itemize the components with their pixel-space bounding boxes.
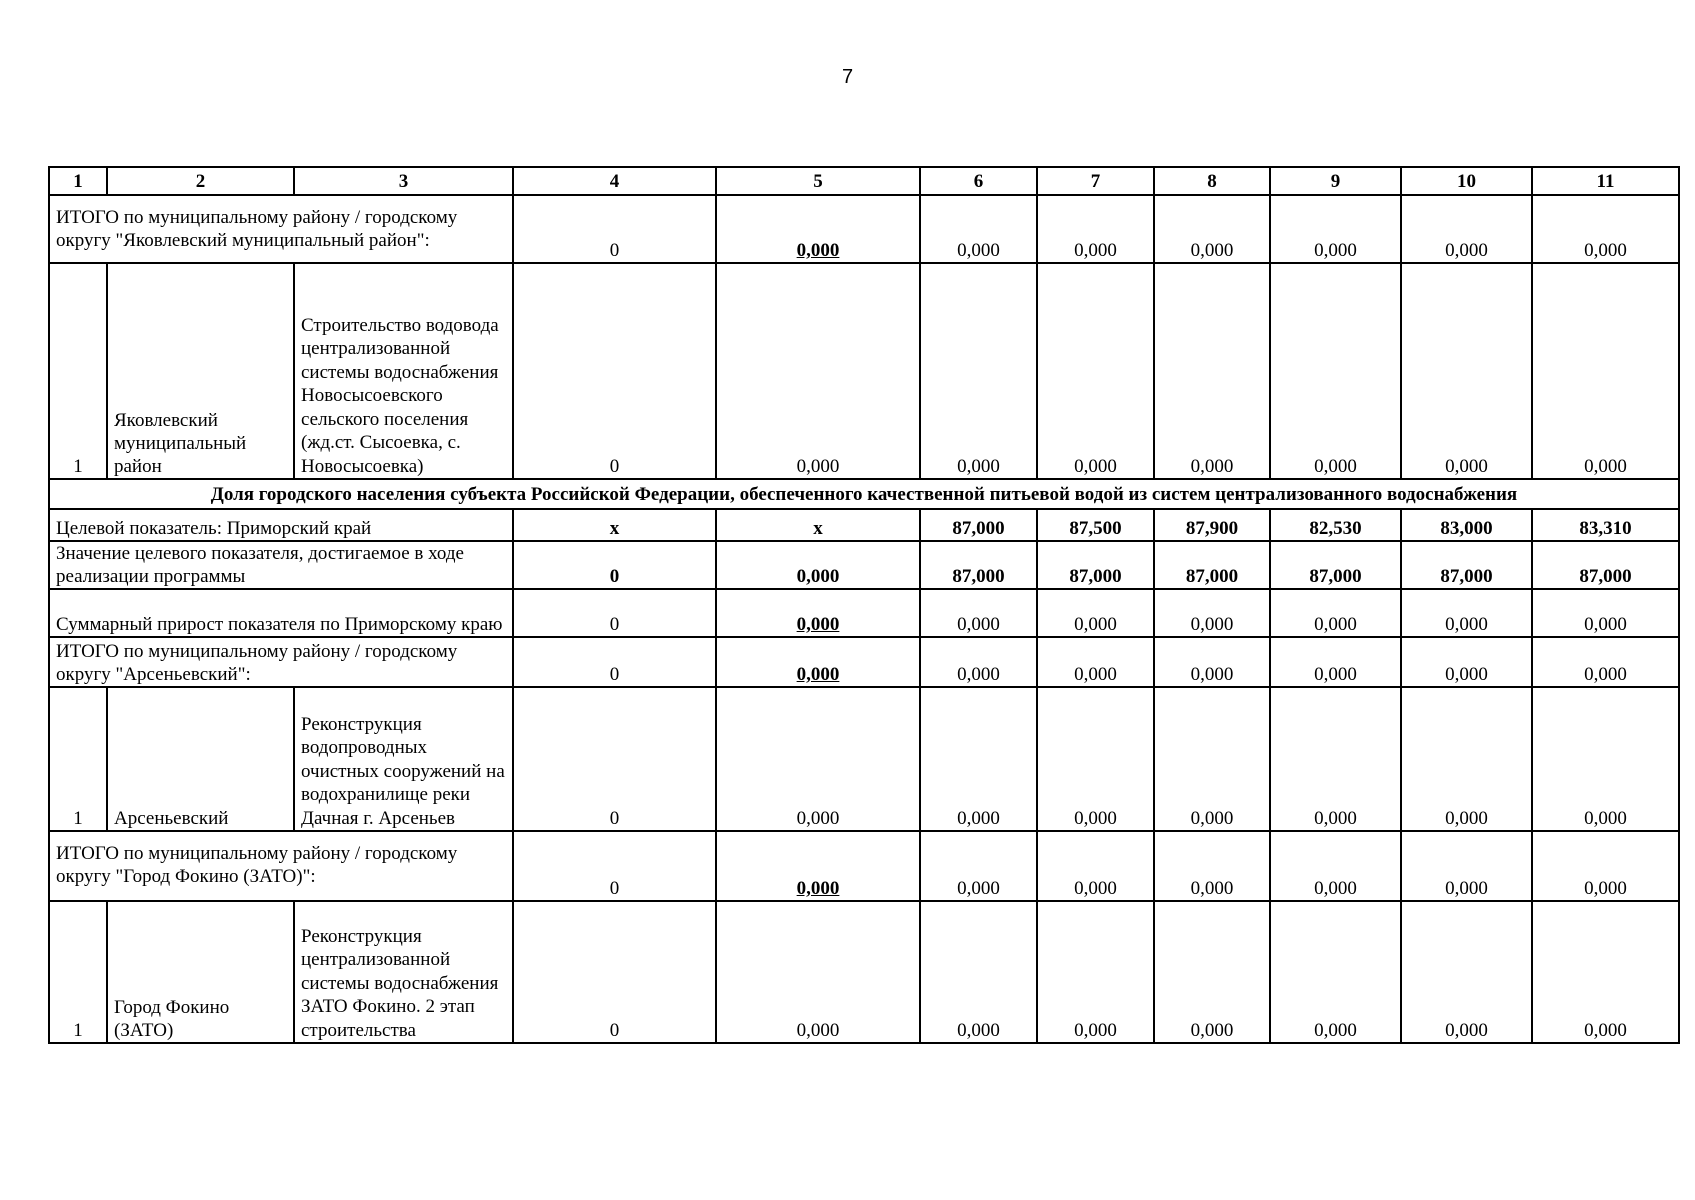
district-total-row — [49, 637, 1679, 687]
value-cell: 0,000 — [1154, 831, 1270, 901]
row-index: 1 — [49, 901, 107, 1043]
value-cell: 0,000 — [1270, 831, 1401, 901]
value-cell: 0,000 — [716, 831, 920, 901]
value-cell: 0 — [513, 687, 716, 831]
value-cell: 0,000 — [1401, 637, 1532, 687]
value-cell: 0,000 — [920, 637, 1037, 687]
value-cell: 0,000 — [1037, 263, 1154, 479]
value-cell: 0,000 — [1270, 263, 1401, 479]
value-cell: 0,000 — [1532, 263, 1679, 479]
value-cell: 0,000 — [1154, 901, 1270, 1043]
row-label: ИТОГО по муниципальному району / городскому округу "Арсеньевский": — [49, 637, 513, 687]
page-number: 7 — [841, 66, 854, 88]
value-cell: 0 — [513, 637, 716, 687]
value-cell: 87,000 — [1401, 541, 1532, 589]
value-cell: 0,000 — [716, 687, 920, 831]
value-cell: 82,530 — [1270, 509, 1401, 541]
value-cell: 87,900 — [1154, 509, 1270, 541]
target-indicator-row — [49, 509, 1679, 541]
column-header: 11 — [1532, 167, 1679, 195]
value-cell: 0,000 — [1532, 831, 1679, 901]
value-cell: 87,000 — [1154, 541, 1270, 589]
value-cell: 0 — [513, 263, 716, 479]
value-cell: 0,000 — [716, 637, 920, 687]
value-cell: x — [513, 509, 716, 541]
value-cell: 87,500 — [1037, 509, 1154, 541]
value-cell: 0 — [513, 831, 716, 901]
target-value-row — [49, 541, 1679, 589]
value-cell: 0,000 — [1037, 589, 1154, 637]
column-header: 6 — [920, 167, 1037, 195]
value-cell: 0,000 — [920, 831, 1037, 901]
value-cell: 0,000 — [716, 901, 920, 1043]
value-cell: 0 — [513, 901, 716, 1043]
value-cell: x — [716, 509, 920, 541]
project-row — [49, 263, 1679, 479]
value-cell: 87,000 — [1270, 541, 1401, 589]
column-header-row — [49, 167, 1679, 195]
project-description: Реконструкция водопроводных очистных сооружений на водохранилище реки Дачная г. Арсеньев — [301, 713, 505, 829]
value-cell: 0,000 — [716, 263, 920, 479]
value-cell: 0,000 — [1154, 637, 1270, 687]
value-cell: 0,000 — [1270, 195, 1401, 263]
value-cell: 83,310 — [1532, 509, 1679, 541]
value-cell: 87,000 — [920, 541, 1037, 589]
value-cell: 0,000 — [1401, 195, 1532, 263]
value-cell: 0,000 — [1532, 901, 1679, 1043]
value-cell: 0,000 — [1037, 195, 1154, 263]
value-cell: 0 — [513, 541, 716, 589]
column-header: 3 — [294, 167, 513, 195]
value-cell: 0,000 — [1532, 195, 1679, 263]
value-cell: 0,000 — [1401, 589, 1532, 637]
district-total-row — [49, 195, 1679, 263]
row-label: Значение целевого показателя, достигаемое в ходе реализации программы — [49, 541, 513, 589]
value-cell: 0,000 — [1037, 637, 1154, 687]
value-cell: 0,000 — [716, 195, 920, 263]
value-cell: 0,000 — [920, 687, 1037, 831]
program-table — [48, 166, 1680, 1044]
value-cell: 0,000 — [920, 589, 1037, 637]
section-title: Доля городского населения субъекта Российской Федерации, обеспеченного качественной питьевой водой из систем централизованного водоснабжения — [49, 479, 1679, 509]
municipality-name: Яковлевский муниципальный район — [107, 263, 294, 479]
value-cell: 0 — [513, 589, 716, 637]
column-header: 10 — [1401, 167, 1532, 195]
value-cell: 87,000 — [920, 509, 1037, 541]
value-cell: 0,000 — [920, 195, 1037, 263]
value-cell: 0,000 — [1270, 589, 1401, 637]
value-cell: 87,000 — [1037, 541, 1154, 589]
column-header: 1 — [49, 167, 107, 195]
value-cell: 0,000 — [1154, 589, 1270, 637]
value-cell: 0,000 — [1037, 901, 1154, 1043]
value-cell: 0,000 — [1037, 687, 1154, 831]
value-cell: 87,000 — [1532, 541, 1679, 589]
column-header: 5 — [716, 167, 920, 195]
value-cell: 0,000 — [1037, 831, 1154, 901]
municipality-name: Город Фокино (ЗАТО) — [107, 901, 294, 1043]
value-cell: 0,000 — [716, 589, 920, 637]
value-cell: 0,000 — [1401, 831, 1532, 901]
row-label: ИТОГО по муниципальному району / городскому округу "Яковлевский муниципальный район": — [49, 195, 513, 263]
value-cell: 0,000 — [1154, 687, 1270, 831]
value-cell: 0,000 — [1532, 687, 1679, 831]
value-cell: 0,000 — [1401, 687, 1532, 831]
value-cell: 0,000 — [1270, 687, 1401, 831]
district-total-row — [49, 831, 1679, 901]
value-cell: 0,000 — [1154, 195, 1270, 263]
project-description: Строительство водовода централизованной системы водоснабжения Новосысоевского сельского поселения (жд.ст. Сысоевка, с. Новосысоевка) — [301, 314, 499, 477]
row-label: ИТОГО по муниципальному району / городскому округу "Город Фокино (ЗАТО)": — [49, 831, 513, 901]
section-heading-row — [49, 479, 1679, 509]
value-cell: 0,000 — [1154, 263, 1270, 479]
value-cell: 0 — [513, 195, 716, 263]
column-header: 2 — [107, 167, 294, 195]
value-cell: 0,000 — [1270, 637, 1401, 687]
row-index: 1 — [49, 263, 107, 479]
value-cell: 0,000 — [1270, 901, 1401, 1043]
column-header: 9 — [1270, 167, 1401, 195]
value-cell: 0,000 — [716, 541, 920, 589]
project-row — [49, 687, 1679, 831]
municipality-name: Арсеньевский — [107, 687, 294, 831]
column-header: 8 — [1154, 167, 1270, 195]
value-cell: 0,000 — [1401, 263, 1532, 479]
project-row — [49, 901, 1679, 1043]
value-cell: 83,000 — [1401, 509, 1532, 541]
value-cell: 0,000 — [1532, 589, 1679, 637]
value-cell: 0,000 — [920, 263, 1037, 479]
value-cell: 0,000 — [1401, 901, 1532, 1043]
column-header: 4 — [513, 167, 716, 195]
project-description: Реконструкция централизованной системы водоснабжения ЗАТО Фокино. 2 этап строительства — [301, 925, 499, 1041]
row-label: Суммарный прирост показателя по Приморскому краю — [49, 589, 513, 637]
value-cell: 0,000 — [1532, 637, 1679, 687]
row-index: 1 — [49, 687, 107, 831]
value-cell: 0,000 — [920, 901, 1037, 1043]
growth-row — [49, 589, 1679, 637]
row-label: Целевой показатель: Приморский край — [49, 509, 513, 541]
column-header: 7 — [1037, 167, 1154, 195]
